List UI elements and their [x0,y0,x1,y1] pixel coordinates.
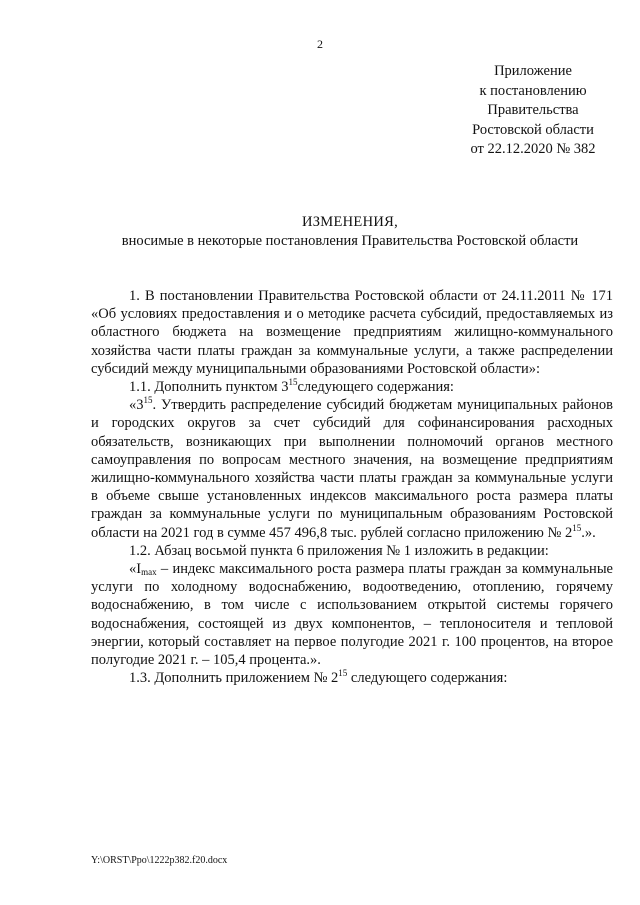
paragraph-text: 1.3. Дополнить приложением № 2 [129,670,339,687]
paragraph-text: – индекс максимального роста размера платы граждан за коммунальные услуги по холодному водоснабжению, водоотведению, отоплению, горячему водоснабжению, в том числе с использованием открытой системы горячего водоснабжения, состоящей из двух компонентов, – теплоносителя и тепловой энергии, который составляет на первое полугодие 2021 г. 100 процентов, на второе полугодие 2021 г. – 105,4 процента.». [91,561,613,669]
appendix-line: от 22.12.2020 № 382 [470,141,596,157]
document-subtitle: вносимые в некоторые постановления Правительства Ростовской области [121,233,579,249]
appendix-line: Правительства [487,102,579,118]
paragraph-quote-imax [91,560,613,669]
document-title: ИЗМЕНЕНИЯ, [301,214,399,230]
paragraph-text: следующего содержания: [347,670,508,687]
page-number: 2 [317,37,323,51]
paragraph-text: .». [581,524,596,541]
file-path-footer: Y:\ORST\Ppo\1222p382.f20.docx [91,855,228,866]
paragraph-text: следующего содержания: [297,379,454,396]
superscript: 15 [572,522,582,533]
paragraph-text: 1.1. Дополнить пунктом 3 [129,379,289,396]
appendix-line: к постановлению [479,82,587,99]
paragraph-1-3 [91,669,613,687]
superscript: 15 [288,377,298,388]
subscript: max [141,567,157,578]
paragraph-text: . Утвердить распределение субсидий бюджетам муниципальных районов и городских округов за счет субсидий для софинансирования расходных обязательств, возникающих при выполнении полномочий органов местного самоуправления по вопросам местного значения, на возмещение предприятиям жилищно-коммунального хозяйства части платы граждан за коммунальные услуги в объеме свыше установленных индексов максимального роста размера платы граждан за коммунальные услуги по муниципальным образованиям Ростовской области на 2021 год в сумме 457 496,8 тыс. рублей согласно приложению № 2 [91,397,613,541]
paragraph-1: 1. В постановлении Правительства Ростовской области от 24.11.2011 № 171 «Об условиях предоставления и о методике расчета субсидий, предоставляемых из областного бюджета на возмещение предприятиям жилищно-коммунального хозяйства части платы граждан за коммунальные услуги, а также распределении субсидий между муниципальными образованиями Ростовской области»: [91,288,613,377]
superscript: 15 [143,395,153,406]
document-body [91,287,613,687]
paragraph-text: «I [129,561,142,578]
appendix-header [440,62,626,160]
superscript: 15 [338,668,348,679]
paragraph-1-2: 1.2. Абзац восьмой пункта 6 приложения № 1 изложить в редакции: [129,542,549,559]
appendix-line: Ростовской области [472,121,594,138]
appendix-line: Приложение [494,63,572,79]
paragraph-1-1 [91,378,613,396]
paragraph-text: «3 [129,397,144,414]
paragraph-quote-3-15 [91,396,613,542]
